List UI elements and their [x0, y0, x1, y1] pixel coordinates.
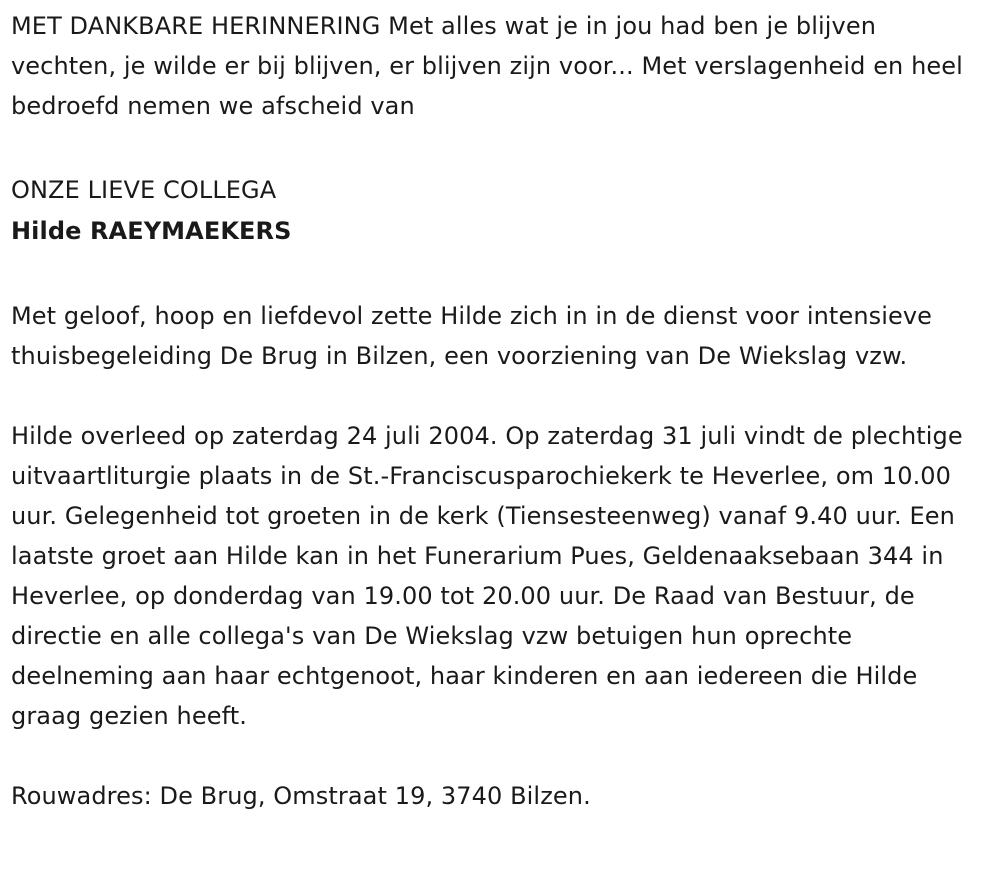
funeral-paragraph: Hilde overleed op zaterdag 24 juli 2004. Op zaterdag 31 juli vindt de plechtige uitvaartliturgie plaats in de St.-Franciscusparochiekerk te Heverlee, om 10.00 uur. Gelegenheid tot groeten in de kerk (Tiensesteenweg) vanaf 9.40 uur. Een laatste groet aan Hilde kan in het Funerarium Pues, Geldenaaksebaan 344 in Heverlee, op donderdag van 19.00 tot 20.00 uur. De Raad van Bestuur, de directie en alle collega's van De Wiekslag vzw betuigen hun oprechte deelneming aan haar echtgenoot, haar kinderen en aan iedereen die Hilde graag gezien heeft. [11, 422, 963, 730]
service-paragraph: Met geloof, hoop en liefdevol zette Hilde zich in in de dienst voor intensieve thuisbegeleiding De Brug in Bilzen, een voorziening van De Wiekslag vzw. [11, 302, 933, 370]
spacer [11, 126, 988, 166]
spacer [11, 376, 988, 416]
spacer [11, 254, 988, 296]
intro-paragraph: MET DANKBARE HERINNERING Met alles wat je in jou had ben je blijven vechten, je wilde er bij blijven, er blijven zijn voor... Met verslagenheid en heel bedroefd nemen we afscheid van [11, 12, 963, 120]
colleague-heading: ONZE LIEVE COLLEGA [11, 176, 277, 204]
deceased-name: Hilde RAEYMAEKERS [11, 217, 292, 245]
spacer [11, 736, 988, 776]
address-line: Rouwadres: De Brug, Omstraat 19, 3740 Bilzen. [11, 782, 591, 810]
